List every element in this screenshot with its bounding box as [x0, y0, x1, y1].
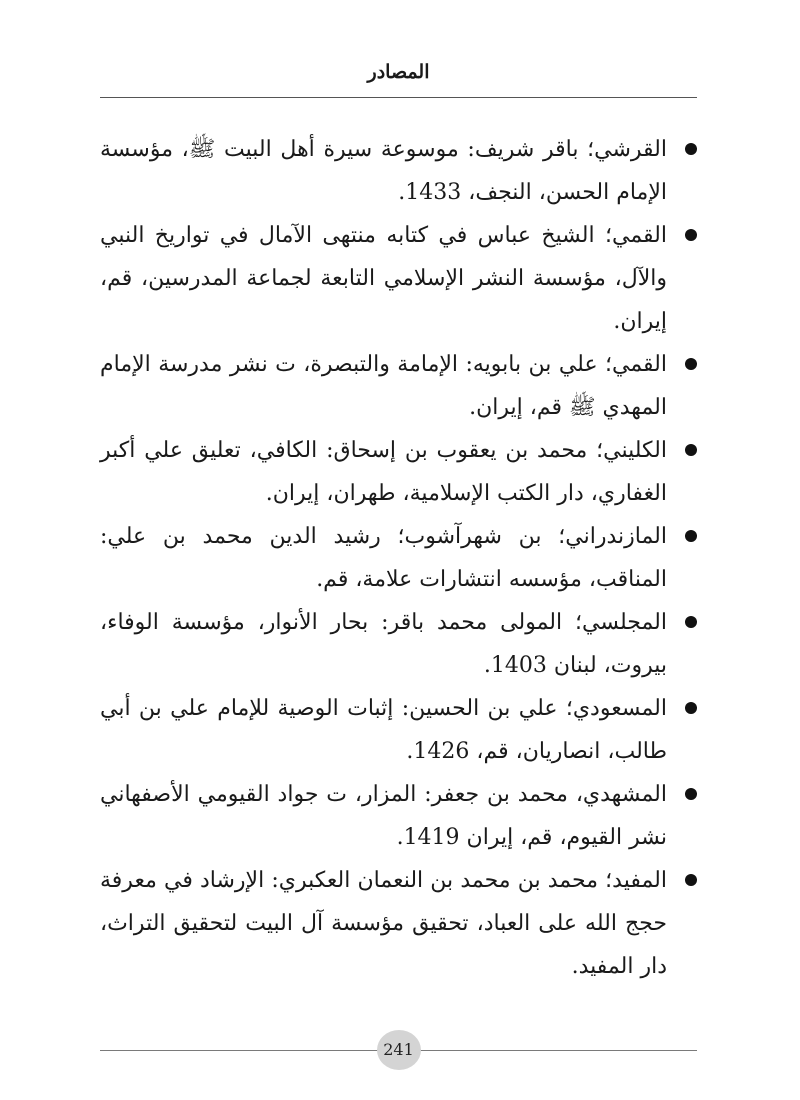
bullet-icon: [685, 616, 697, 628]
bibliography-entry: [100, 214, 697, 343]
entry-text: القرشي؛ باقر شريف: موسوعة سيرة أهل البيت ﷺ، مؤسسة الإمام الحسن، النجف، 1433.: [100, 137, 667, 205]
bullet-icon: [685, 788, 697, 800]
page-header: [100, 55, 697, 98]
bibliography-entry: [100, 429, 697, 515]
bullet-icon: [685, 874, 697, 886]
bibliography-entry: [100, 128, 697, 214]
page-title: المصادر: [367, 61, 430, 83]
entry-text: الكليني؛ محمد بن يعقوب بن إسحاق: الكافي، تعليق علي أكبر الغفاري، دار الكتب الإسلامية، طهران، إيران.: [100, 438, 667, 506]
bullet-icon: [685, 143, 697, 155]
bibliography-list: [100, 128, 697, 988]
entry-text: المجلسي؛ المولى محمد باقر: بحار الأنوار، مؤسسة الوفاء، بيروت، لبنان 1403.: [100, 610, 667, 678]
entry-text: المفيد؛ محمد بن محمد بن النعمان العكبري: الإرشاد في معرفة حجج الله على العباد، تحقيق مؤسسة آل البيت لتحقيق التراث، دار المفيد.: [100, 868, 667, 979]
bibliography-entry: [100, 515, 697, 601]
bullet-icon: [685, 358, 697, 370]
entry-text: المازندراني؛ بن شهرآشوب؛ رشيد الدين محمد بن علي: المناقب، مؤسسه انتشارات علامة، قم.: [100, 524, 667, 592]
page-footer: [100, 1030, 697, 1070]
bibliography-entry: [100, 773, 697, 859]
bullet-icon: [685, 444, 697, 456]
entry-text: المسعودي؛ علي بن الحسين: إثبات الوصية للإمام علي بن أبي طالب، انصاريان، قم، 1426.: [100, 696, 667, 764]
bibliography-entry: [100, 601, 697, 687]
bullet-icon: [685, 229, 697, 241]
page-number: 241: [377, 1030, 421, 1070]
bibliography-entry: [100, 343, 697, 429]
entry-text: القمي؛ علي بن بابويه: الإمامة والتبصرة، ت نشر مدرسة الإمام المهدي ﷺ قم، إيران.: [100, 352, 667, 420]
bibliography-entry: [100, 859, 697, 988]
entry-text: المشهدي، محمد بن جعفر: المزار، ت جواد القيومي الأصفهاني نشر القيوم، قم، إيران 1419.: [100, 782, 667, 850]
entry-text: القمي؛ الشيخ عباس في كتابه منتهى الآمال في تواريخ النبي والآل، مؤسسة النشر الإسلامي التابعة لجماعة المدرسين، قم، إيران.: [100, 223, 667, 334]
bullet-icon: [685, 530, 697, 542]
bibliography-entry: [100, 687, 697, 773]
bullet-icon: [685, 702, 697, 714]
